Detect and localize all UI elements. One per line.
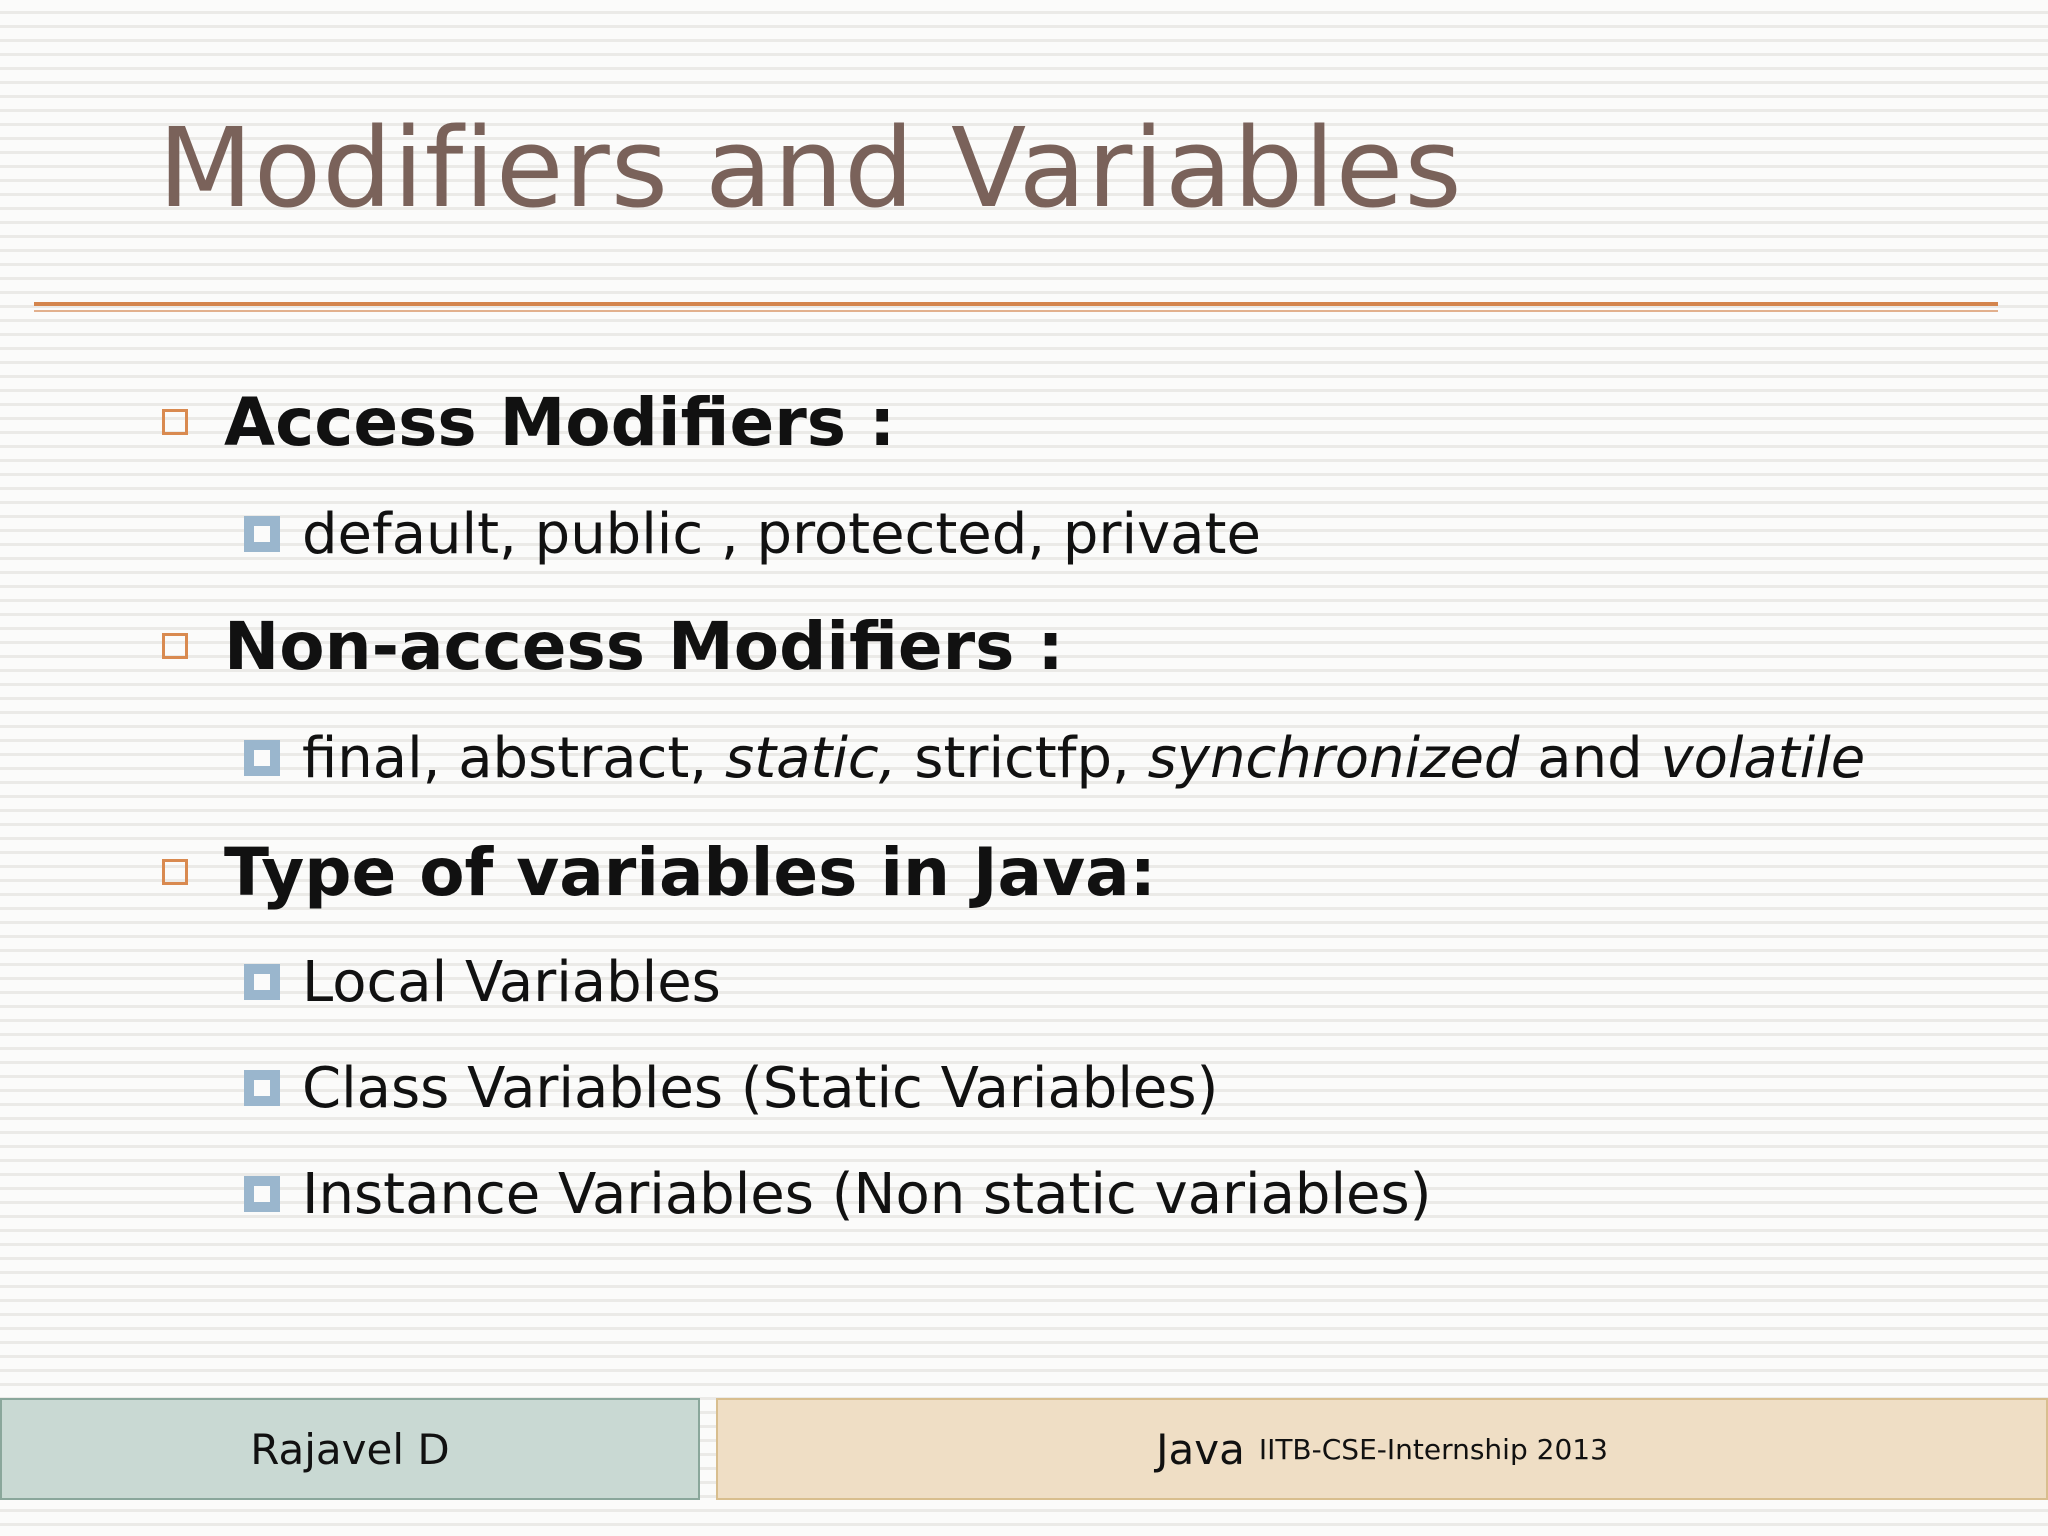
footer-course: Java bbox=[1156, 1424, 1245, 1474]
sub-bullet-text bbox=[302, 502, 1261, 567]
section-heading: Type of variables in Java: bbox=[224, 833, 1157, 911]
filled-square-bullet-icon bbox=[244, 964, 280, 1000]
bullet-non-access-modifiers bbox=[162, 608, 1064, 684]
sub-bullet-text bbox=[302, 1056, 1218, 1121]
sub-bullet-access-list bbox=[244, 500, 1261, 568]
hollow-square-bullet-icon bbox=[162, 633, 188, 659]
text-run: default, public , protected, private bbox=[302, 501, 1261, 567]
text-run: strictfp, bbox=[896, 725, 1148, 791]
filled-square-bullet-icon bbox=[244, 1070, 280, 1106]
hollow-square-bullet-icon bbox=[162, 859, 188, 885]
hollow-square-bullet-icon bbox=[162, 409, 188, 435]
text-run-italic: volatile bbox=[1660, 725, 1866, 791]
sub-bullet-local-variables bbox=[244, 948, 721, 1016]
filled-square-bullet-icon bbox=[244, 1176, 280, 1212]
text-run: and bbox=[1519, 725, 1661, 791]
text-run-italic: synchronized bbox=[1147, 725, 1520, 791]
text-run-italic: static, bbox=[724, 725, 897, 791]
footer-author-box bbox=[0, 1398, 700, 1500]
text-run: final, abstract, bbox=[302, 725, 725, 791]
title-divider-secondary bbox=[34, 310, 1998, 312]
sub-bullet-text bbox=[302, 1162, 1432, 1227]
slide-title: Modifiers and Variables bbox=[158, 104, 1463, 232]
title-divider bbox=[34, 302, 1998, 306]
text-run: Class Variables (Static Variables) bbox=[302, 1055, 1219, 1121]
footer-author: Rajavel D bbox=[250, 1424, 450, 1474]
text-run: Local Variables bbox=[302, 949, 721, 1015]
section-heading: Non-access Modifiers : bbox=[224, 607, 1064, 685]
sub-bullet-class-variables bbox=[244, 1054, 1218, 1122]
footer-event: IITB-CSE-Internship 2013 bbox=[1258, 1432, 1608, 1466]
sub-bullet-non-access-list bbox=[244, 724, 1865, 792]
text-run: Instance Variables (Non static variables) bbox=[302, 1161, 1432, 1227]
filled-square-bullet-icon bbox=[244, 740, 280, 776]
footer-course-box bbox=[716, 1398, 2048, 1500]
bullet-access-modifiers bbox=[162, 384, 895, 460]
bullet-types-of-variables bbox=[162, 834, 1156, 910]
filled-square-bullet-icon bbox=[244, 516, 280, 552]
sub-bullet-text bbox=[302, 726, 1865, 791]
sub-bullet-instance-variables bbox=[244, 1160, 1432, 1228]
sub-bullet-text bbox=[302, 950, 721, 1015]
section-heading: Access Modifiers : bbox=[224, 383, 896, 461]
